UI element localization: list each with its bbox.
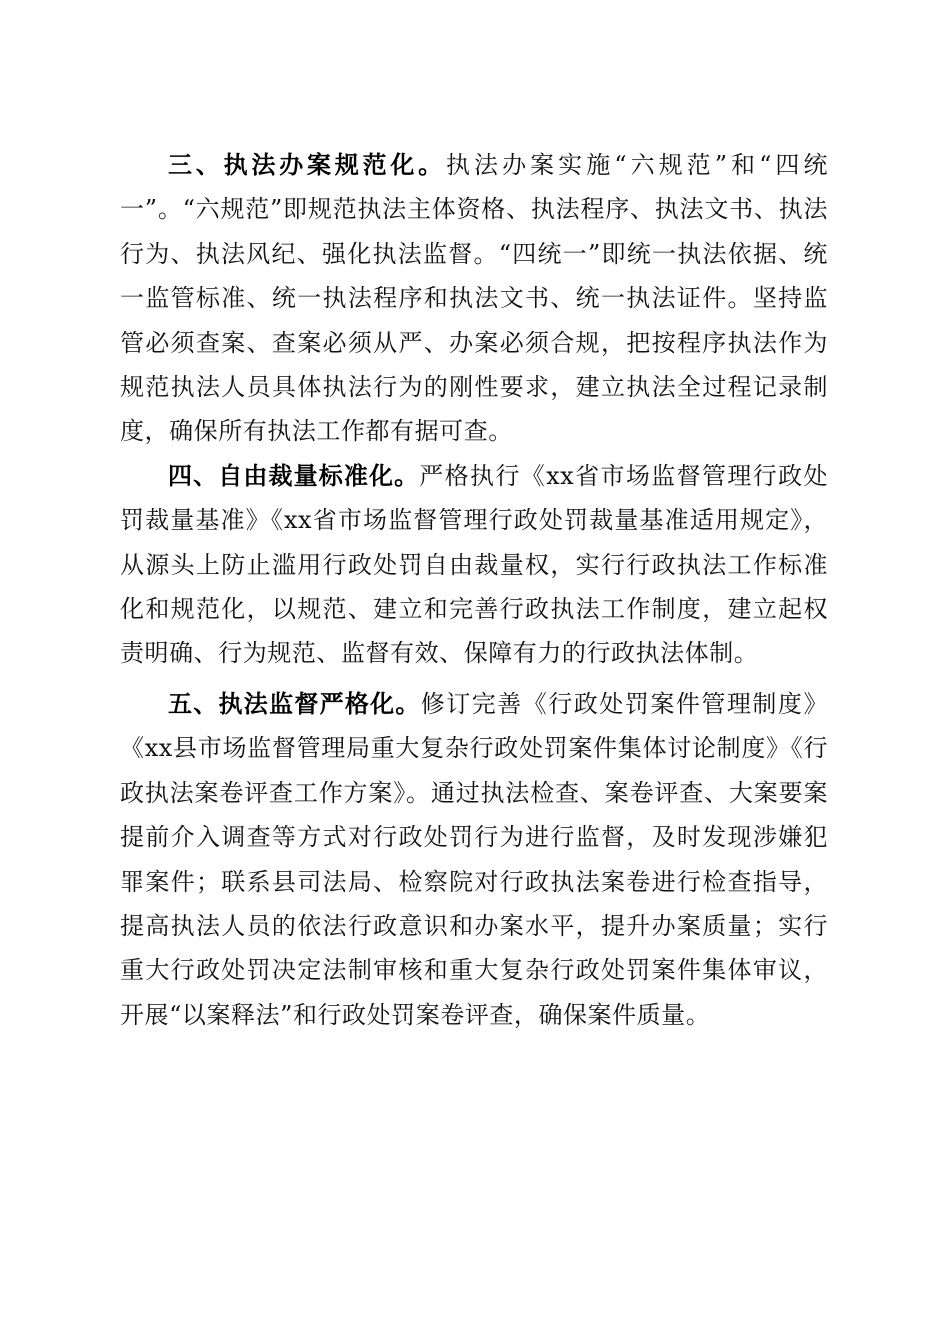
document-body bbox=[120, 143, 828, 1037]
section-5-heading: 五、执法监督严格化。 bbox=[168, 689, 421, 718]
section-4-text: 严格执行《xx省市场监督管理行政处罚裁量基准》《xx省市场监督管理行政处罚裁量基准适用规定》，从源头上防止滥用行政处罚自由裁量权，实行行政执法工作标准化和规范化，以规范、建立和完善行政执法工作制度，建立起权责明确、行为规范、监督有效、保障有力的行政执法体制。 bbox=[120, 461, 829, 668]
section-3-text: 执法办案实施“六规范”和“四统一”。“六规范”即规范执法主体资格、执法程序、执法文书、执法行为、执法风纪、强化执法监督。“四统一”即统一执法依据、统一监管标准、统一执法程序和执法文书、统一执法证件。坚持监管必须查案、查案必须从严、办案必须合规，把按程序执法作为规范执法人员具体执法行为的刚性要求，建立执法全过程记录制度，确保所有执法工作都有据可查。 bbox=[120, 151, 829, 446]
paragraph-section-5 bbox=[120, 682, 828, 1037]
section-3-heading: 三、执法办案规范化。 bbox=[168, 151, 446, 179]
paragraph-section-3 bbox=[120, 143, 828, 454]
section-4-heading: 四、自由裁量标准化。 bbox=[168, 461, 420, 490]
paragraph-section-4 bbox=[120, 454, 828, 676]
section-5-text: 修订完善《行政处罚案件管理制度》《xx县市场监督管理局重大复杂行政处罚案件集体讨论制度》《行政执法案卷评查工作方案》。通过执法检查、案卷评查、大案要案提前介入调查等方式对行政处罚行为进行监督，及时发现涉嫌犯罪案件；联系县司法局、检察院对行政执法案卷进行检查指导，提高执法人员的依法行政意识和办案水平，提升办案质量；实行重大行政处罚决定法制审核和重大复杂行政处罚案件集体审议，开展“以案释法”和行政处罚案卷评查，确保案件质量。 bbox=[120, 689, 828, 1029]
